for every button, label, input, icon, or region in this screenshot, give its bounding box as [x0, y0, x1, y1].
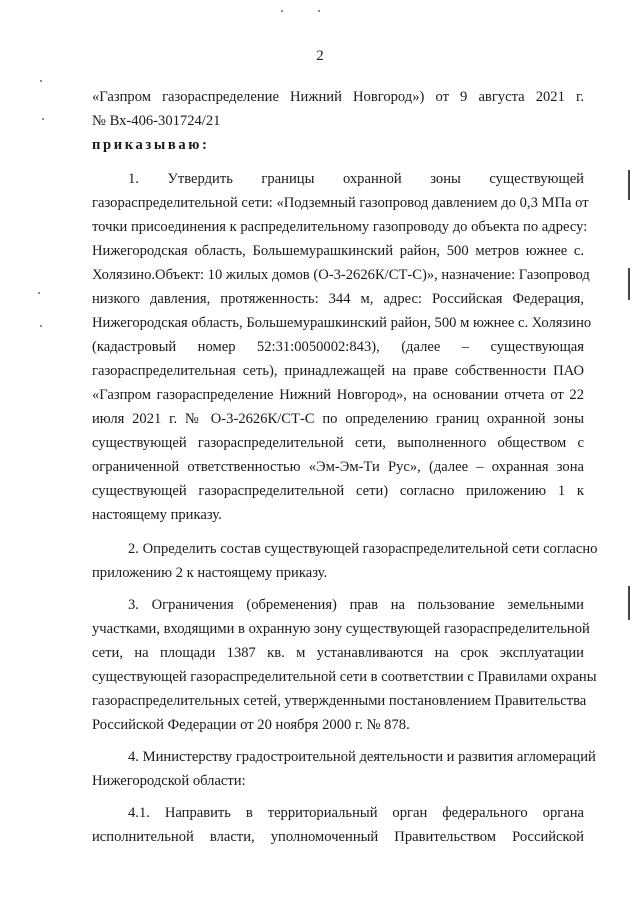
scan-dot: [38, 292, 40, 294]
text-line: 1. Утвердить границы охранной зоны существующей: [128, 171, 584, 187]
text-line: сети, на площади 1387 кв. м устанавливаются на срок эксплуатации: [92, 645, 584, 661]
scan-edge-mark: [628, 268, 630, 300]
text-line: газораспределительной сети: «Подземный газопровод давлением до 0,3 МПа от: [92, 195, 589, 211]
text-line: 3. Ограничения (обременения) прав на пользование земельными: [128, 597, 584, 613]
text-line: июля 2021 г. № О-3-2626К/СТ-С по определению границ охранной зоны: [92, 411, 584, 427]
scan-dot: [318, 10, 320, 12]
text-line: существующей газораспределительной сети в соответствии с Правилами охраны: [92, 669, 597, 685]
text-line: газораспределительных сетей, утвержденными постановлением Правительства: [92, 693, 587, 709]
scan-dot: [42, 118, 44, 120]
text-line: существующей газораспределительной сети) согласно приложению 1 к: [92, 483, 584, 499]
text-line: 4.1. Направить в территориальный орган федерального органа: [128, 805, 584, 821]
text-line: 4. Министерству градостроительной деятельности и развития агломераций: [128, 749, 596, 765]
text-line: «Газпром газораспределение Нижний Новгород») от 9 августа 2021 г.: [92, 89, 584, 105]
text-line: настоящему приказу.: [92, 507, 222, 523]
scan-dot: [40, 80, 42, 82]
text-line: Нижегородской области:: [92, 773, 246, 789]
text-line: Нижегородская область, Большемурашкинский район, 500 м южнее с. Холязино: [92, 315, 592, 331]
text-line: газораспределительная сеть), принадлежащей на праве собственности ПАО: [92, 363, 584, 379]
scan-edge-mark: [628, 586, 630, 620]
text-line: (кадастровый номер 52:31:0050002:843), (далее – существующая: [92, 339, 584, 355]
text-line: Нижегородская область, Большемурашкинский район, 500 метров южнее с.: [92, 243, 584, 259]
text-line: ограниченной ответственностью «Эм-Эм-Ти Рус», (далее – охранная зона: [92, 459, 584, 475]
text-line: «Газпром газораспределение Нижний Новгород», на основании отчета от 22: [92, 387, 584, 403]
text-line: низкого давления, протяженность: 344 м, адрес: Российская Федерация,: [92, 291, 584, 307]
scan-edge-mark: [628, 170, 630, 200]
text-line: 2. Определить состав существующей газораспределительной сети согласно: [128, 541, 598, 557]
text-line: точки присоединения к распределительному газопроводу до объекта по адресу:: [92, 219, 588, 235]
order-keyword: приказываю:: [92, 137, 210, 153]
text-line: участками, входящими в охранную зону существующей газораспределительной: [92, 621, 590, 637]
text-line: существующей газораспределительной сети, выполненного обществом с: [92, 435, 584, 451]
scan-dot: [40, 325, 42, 327]
text-line: приложению 2 к настоящему приказу.: [92, 565, 328, 581]
text-line: Российской Федерации от 20 ноября 2000 г. № 878.: [92, 717, 410, 733]
scan-dot: [281, 10, 283, 12]
text-line: Холязино.Объект: 10 жилых домов (О-3-2626К/СТ-С)», назначение: Газопровод: [92, 267, 590, 283]
text-line: исполнительной власти, уполномоченный Правительством Российской: [92, 829, 584, 845]
text-line: № Вх-406-301724/21: [92, 113, 221, 129]
page-number: 2: [316, 48, 324, 64]
